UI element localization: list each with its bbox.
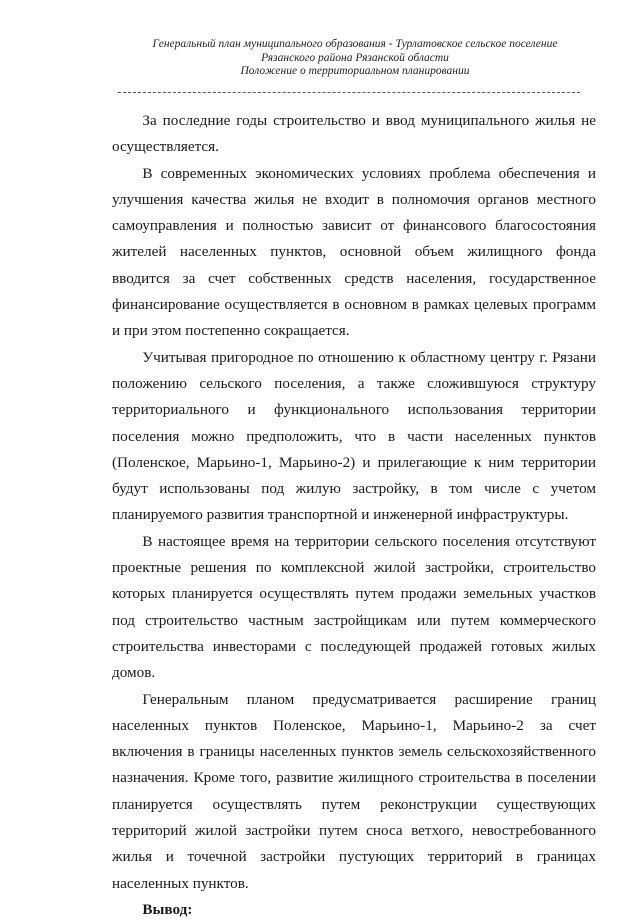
paragraph-3: Учитывая пригородное по отношению к областному центру г. Рязани положению сельского поселения, а также сложившуюся структуру территориального и функционального использования территории поселения можно предположить, что в части населенных пунктов (Поленское, Марьино-1, Марьино-2) и прилегающие к ним территории будут использованы под жилую застройку, в том числе с учетом планируемого развития транспортной и инженерной инфраструктуры. — [112, 348, 596, 524]
header-line-3: Положение о территориальном планировании — [240, 65, 470, 77]
paragraph-4: В настоящее время на территории сельского поселения отсутствуют проектные решения по комплексной жилой застройки, строительство которых планируется осуществлять путем продажи земельных участков под строительство частным застройщикам или путем коммерческого строительства инвесторами с последующей продажей готовых жилых домов. — [112, 532, 596, 682]
paragraph-2: В современных экономических условиях проблема обеспечения и улучшения качества жилья не входит в полномочия органов местного самоуправления и полностью зависит от финансового благосостояния жителей населенных пунктов, основной объем жилищного фонда вводится за счет собственных средств населения, государственное финансирование осуществляется в основном в рамках целевых программ и при этом постепенно сокращается. — [112, 164, 596, 340]
paragraph-5: Генеральным планом предусматривается расширение границ населенных пунктов Поленское, Марьино-1, Марьино-2 за счет включения в границы населенных пунктов земель сельскохозяйственного назначения. Кроме того, развитие жилищного строительства в поселении планируется осуществлять путем реконструкции существующих территорий жилой застройки путем сноса ветхого, невостребованного жилья и точечной застройки пустующих территорий в границах населенных пунктов. — [112, 690, 596, 892]
running-header — [80, 38, 630, 79]
header-divider — [118, 92, 580, 93]
paragraph-1: За последние годы строительство и ввод муниципального жилья не осуществляется. — [112, 112, 596, 156]
header-line-2: Рязанского района Рязанской области — [261, 51, 449, 64]
conclusion-heading: Вывод: — [142, 900, 193, 918]
header-line-1: Генеральный план муниципального образования - Турлатовское сельское поселение — [152, 38, 558, 50]
body-text — [112, 108, 596, 923]
